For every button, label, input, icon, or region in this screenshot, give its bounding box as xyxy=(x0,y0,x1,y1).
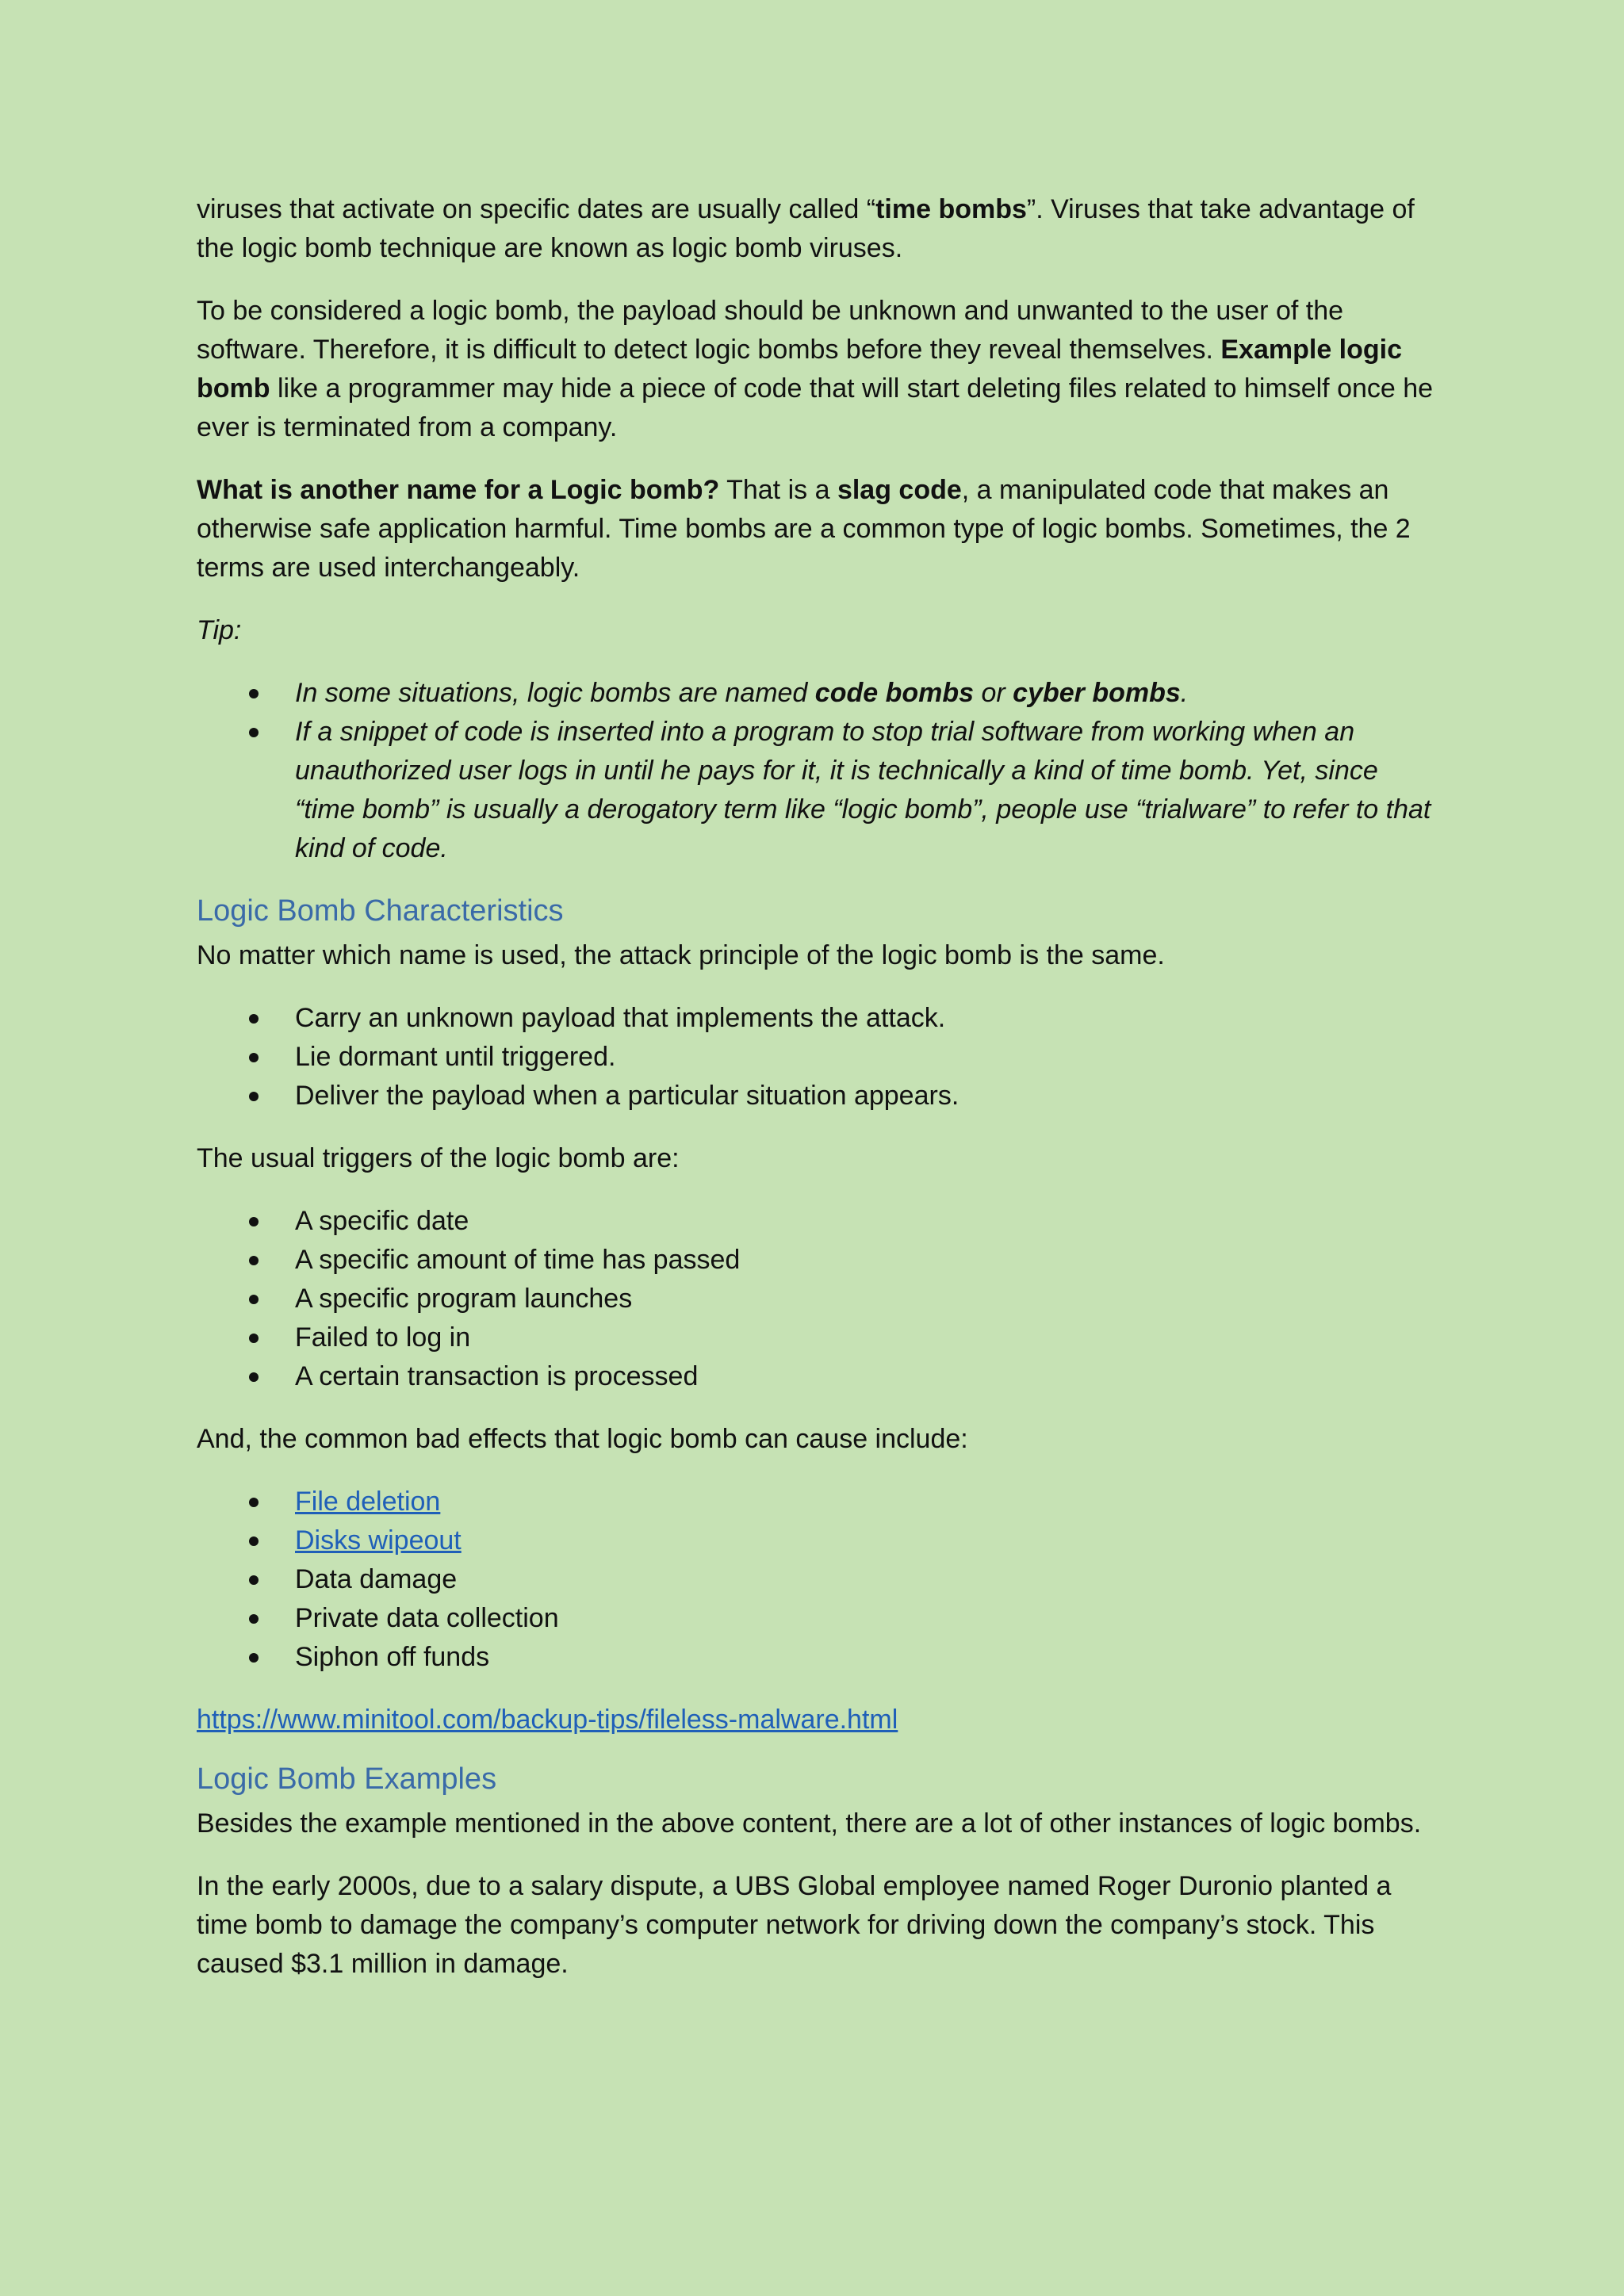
paragraph-attack-principle: No matter which name is used, the attack principle of the logic bomb is the same. xyxy=(197,940,1165,970)
link-file-deletion[interactable]: File deletion xyxy=(295,1487,441,1517)
effects-list xyxy=(197,1483,1434,1677)
document-page xyxy=(197,190,1434,2007)
link-disks-wipeout[interactable]: Disks wipeout xyxy=(295,1525,462,1556)
paragraph-time-bombs: viruses that activate on specific dates are usually called “time bombs”. Viruses that take advantage of the logic bomb technique are known as logic bomb viruses. xyxy=(197,194,1415,263)
list-item: A certain transaction is processed xyxy=(197,1357,1434,1396)
section-heading-examples: Logic Bomb Examples xyxy=(197,1762,497,1796)
term-slag-code: slag code xyxy=(837,475,962,505)
url-line xyxy=(197,1701,1434,1739)
paragraph-ubs-example: In the early 2000s, due to a salary dispute, a UBS Global employee named Roger Duronio planted a time bomb to damage the company’s computer network for driving down the company’s stock. This caused $3.1 million in damage. xyxy=(197,1871,1392,1979)
list-item: Siphon off funds xyxy=(197,1638,1434,1677)
list-item xyxy=(197,1521,1434,1560)
list-item: Private data collection xyxy=(197,1599,1434,1638)
list-item: Deliver the payload when a particular situation appears. xyxy=(197,1077,1434,1115)
section-heading-characteristics: Logic Bomb Characteristics xyxy=(197,894,564,928)
list-item: In some situations, logic bombs are named code bombs or cyber bombs. xyxy=(197,674,1434,713)
list-item: Carry an unknown payload that implements the attack. xyxy=(197,999,1434,1038)
list-item: Data damage xyxy=(197,1560,1434,1599)
principles-list xyxy=(197,999,1434,1115)
question-another-name: What is another name for a Logic bomb? xyxy=(197,475,720,505)
paragraph-another-name: What is another name for a Logic bomb? That is a slag code, a manipulated code that makes an otherwise safe application harmful. Time bombs are a common type of logic bombs. Sometimes, the 2 terms are used interchangeably. xyxy=(197,475,1411,583)
paragraph-examples-intro: Besides the example mentioned in the above content, there are a lot of other instances of logic bombs. xyxy=(197,1808,1422,1839)
list-item: Lie dormant until triggered. xyxy=(197,1038,1434,1077)
triggers-list xyxy=(197,1202,1434,1396)
list-item: A specific program launches xyxy=(197,1280,1434,1318)
link-fileless-malware[interactable]: https://www.minitool.com/backup-tips/fileless-malware.html xyxy=(197,1705,898,1735)
list-item xyxy=(197,1483,1434,1521)
term-cyber-bombs: cyber bombs xyxy=(1013,678,1181,708)
tip-label: Tip: xyxy=(197,615,242,645)
term-time-bombs: time bombs xyxy=(875,194,1027,224)
list-item: If a snippet of code is inserted into a program to stop trial software from working when an unauthorized user logs in until he pays for it, it is technically a kind of time bomb. Yet, since “time bomb” is usually a derogatory term like “logic bomb”, people use “trialware” to refer to that kind of code. xyxy=(197,713,1434,868)
term-code-bombs: code bombs xyxy=(814,678,975,708)
paragraph-effects-intro: And, the common bad effects that logic bomb can cause include: xyxy=(197,1424,968,1454)
term-example-logic-bomb: Example logic bomb xyxy=(197,335,1403,404)
paragraph-triggers-intro: The usual triggers of the logic bomb are: xyxy=(197,1143,680,1173)
tip-list xyxy=(197,674,1434,868)
paragraph-definition: To be considered a logic bomb, the payload should be unknown and unwanted to the user of the software. Therefore, it is difficult to detect logic bombs before they reveal themselves. Example logic bomb like a programmer may hide a piece of code that will start deleting files related to himself once he ever is terminated from a company. xyxy=(197,296,1434,442)
list-item: A specific amount of time has passed xyxy=(197,1241,1434,1280)
list-item: Failed to log in xyxy=(197,1318,1434,1357)
list-item: A specific date xyxy=(197,1202,1434,1241)
